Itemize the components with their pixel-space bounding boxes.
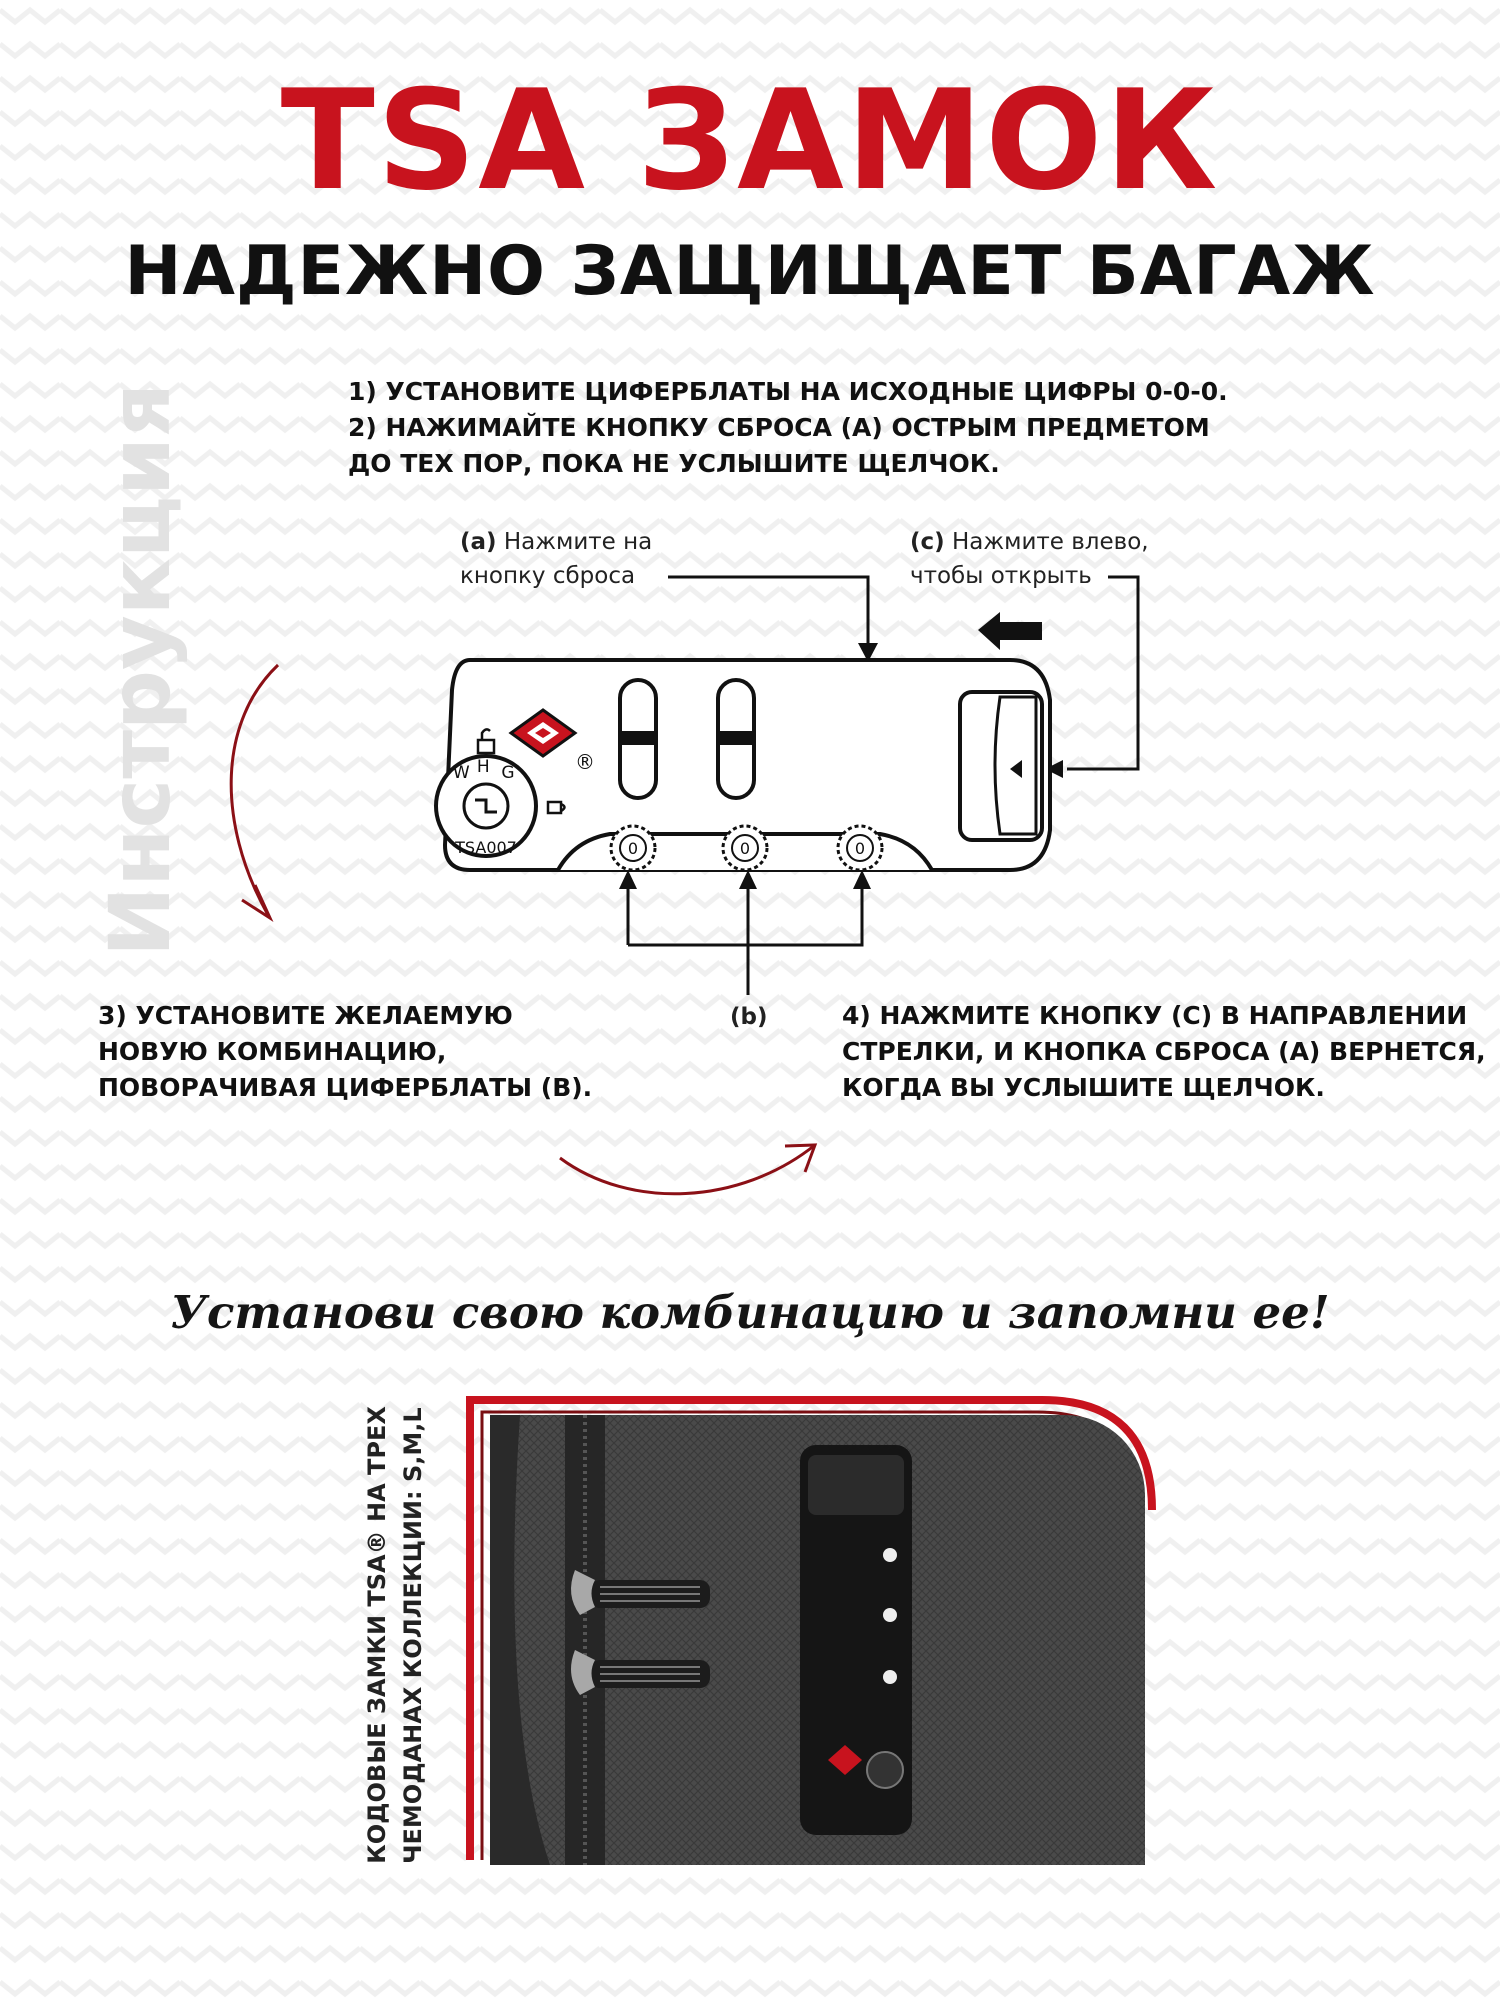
whg-dial [436,756,536,857]
dial-brand-h: H [476,757,490,777]
callout-a-line-1: Нажмите на [503,529,653,555]
page-title: TSA ЗАМОК [280,60,1220,221]
arrowhead-b2 [739,870,757,889]
dial-brand-g: G [501,763,515,783]
leader-a [668,577,868,645]
dial-3-value: 0 [854,839,866,858]
step-2-line-1: 2) НАЖИМАЙТЕ КНОПКУ СБРОСА (А) ОСТРЫМ ПРЕДМЕТОМ [348,413,1210,442]
dial-model: TSA007 [455,838,517,857]
suitcase-lock-photo [490,1415,1145,1865]
step-4-line-3: КОГДА ВЫ УСЛЫШИТЕ ЩЕЛЧОК. [842,1073,1325,1102]
arrowhead-b1 [619,870,637,889]
step-1: 1) УСТАНОВИТЕ ЦИФЕРБЛАТЫ НА ИСХОДНЫЕ ЦИФРЫ 0-0-0. [348,377,1228,406]
leader-b-bracket [628,887,862,945]
photo-caption-line-1: КОДОВЫЕ ЗАМКИ TSA® НА ТРЕХ [363,1406,391,1864]
step-3-line-1: 3) УСТАНОВИТЕ ЖЕЛАЕМУЮ [98,1001,513,1030]
callout-b-tag: (b) [730,1004,768,1030]
dial-2-value: 0 [739,839,751,858]
side-label-text: Инструкция [91,383,189,957]
step-4 [842,998,1486,1106]
callout-a-line-2: кнопку сброса [460,563,636,589]
registered-mark: ® [575,750,595,774]
step-3-line-2: НОВУЮ КОМБИНАЦИЮ, [98,1037,447,1066]
red-arrow-right [560,1145,815,1194]
slider-2-marker [718,731,754,745]
step-3-line-3: ПОВОРАЧИВАЯ ЦИФЕРБЛАТЫ (В). [98,1073,593,1102]
page-subtitle: НАДЕЖНО ЗАЩИЩАЕТ БАГАЖ [124,232,1376,311]
release-button-c [960,692,1042,840]
step-2-line-2: ДО ТЕХ ПОР, ПОКА НЕ УСЛЫШИТЕ ЩЕЛЧОК. [348,449,1000,478]
callout-c-line-1: Нажмите влево, [951,529,1149,555]
slider-1-marker [620,731,656,745]
step-3 [98,998,592,1106]
callout-b [730,1000,768,1034]
leader-c [1067,577,1138,769]
photo-caption-line-2: ЧЕМОДАНАХ КОЛЛЕКЦИИ: S,M,L [399,1407,427,1864]
arrowhead-b3 [853,870,871,889]
red-arrow-down [231,665,278,915]
dial-brand-w: W [452,763,470,783]
slogan: Установи свою комбинацию и запомни ее! [170,1286,1330,1339]
callout-c-line-2: чтобы открыть [910,563,1092,589]
callout-c-tag: (c) [910,529,945,555]
step-4-line-1: 4) НАЖМИТЕ КНОПКУ (С) В НАПРАВЛЕНИИ [842,1001,1468,1030]
open-direction-arrow [978,612,1042,650]
step-4-line-2: СТРЕЛКИ, И КНОПКА СБРОСА (А) ВЕРНЕТСЯ, [842,1037,1486,1066]
dial-1-value: 0 [627,839,639,858]
callout-a-tag: (a) [460,529,497,555]
photo-lock [800,1445,912,1835]
photo-caption [355,1406,435,1864]
